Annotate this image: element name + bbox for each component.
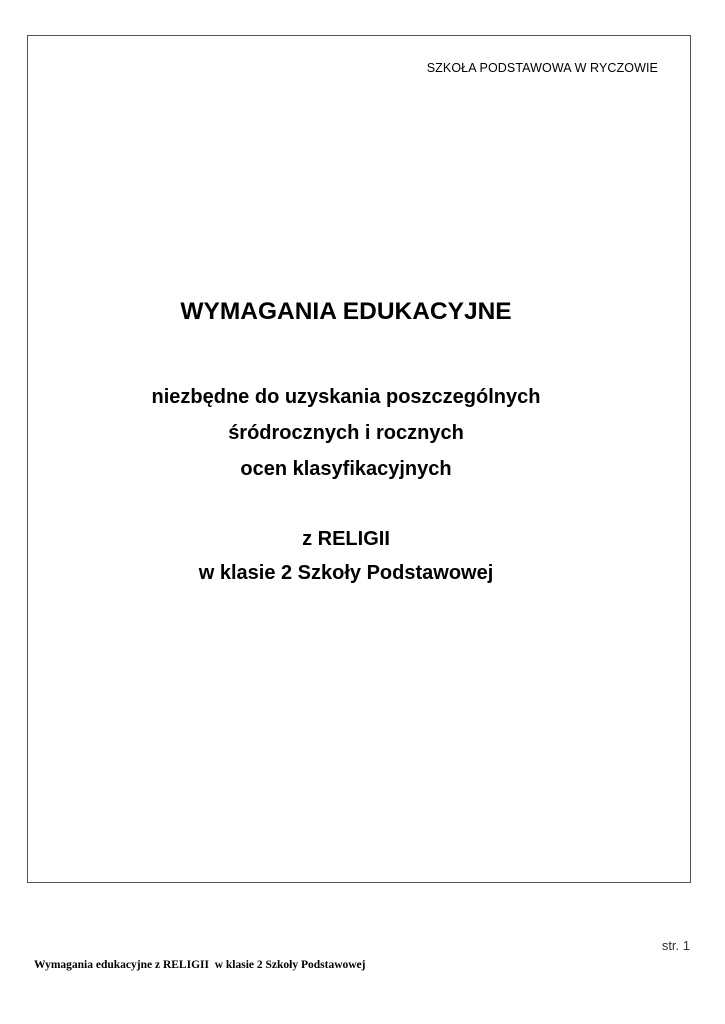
cover-page-frame — [27, 35, 691, 883]
document-subtitle — [28, 379, 664, 487]
subtitle-line: śródrocznych i rocznych — [228, 422, 464, 444]
document-subject — [28, 522, 664, 590]
subtitle-line: ocen klasyfikacyjnych — [240, 458, 452, 480]
subject-line: z RELIGII — [302, 528, 390, 550]
footer-text: Wymagania edukacyjne z RELIGII w klasie 2 Szkoły Podstawowej — [34, 959, 366, 971]
school-name: SZKOŁA PODSTAWOWA W RYCZOWIE — [426, 61, 658, 75]
page-number: str. 1 — [661, 938, 690, 953]
subtitle-line: niezbędne do uzyskania poszczególnych — [151, 386, 541, 408]
subject-line: w klasie 2 Szkoły Podstawowej — [198, 562, 494, 584]
document-title: WYMAGANIA EDUKACYJNE — [180, 298, 512, 325]
